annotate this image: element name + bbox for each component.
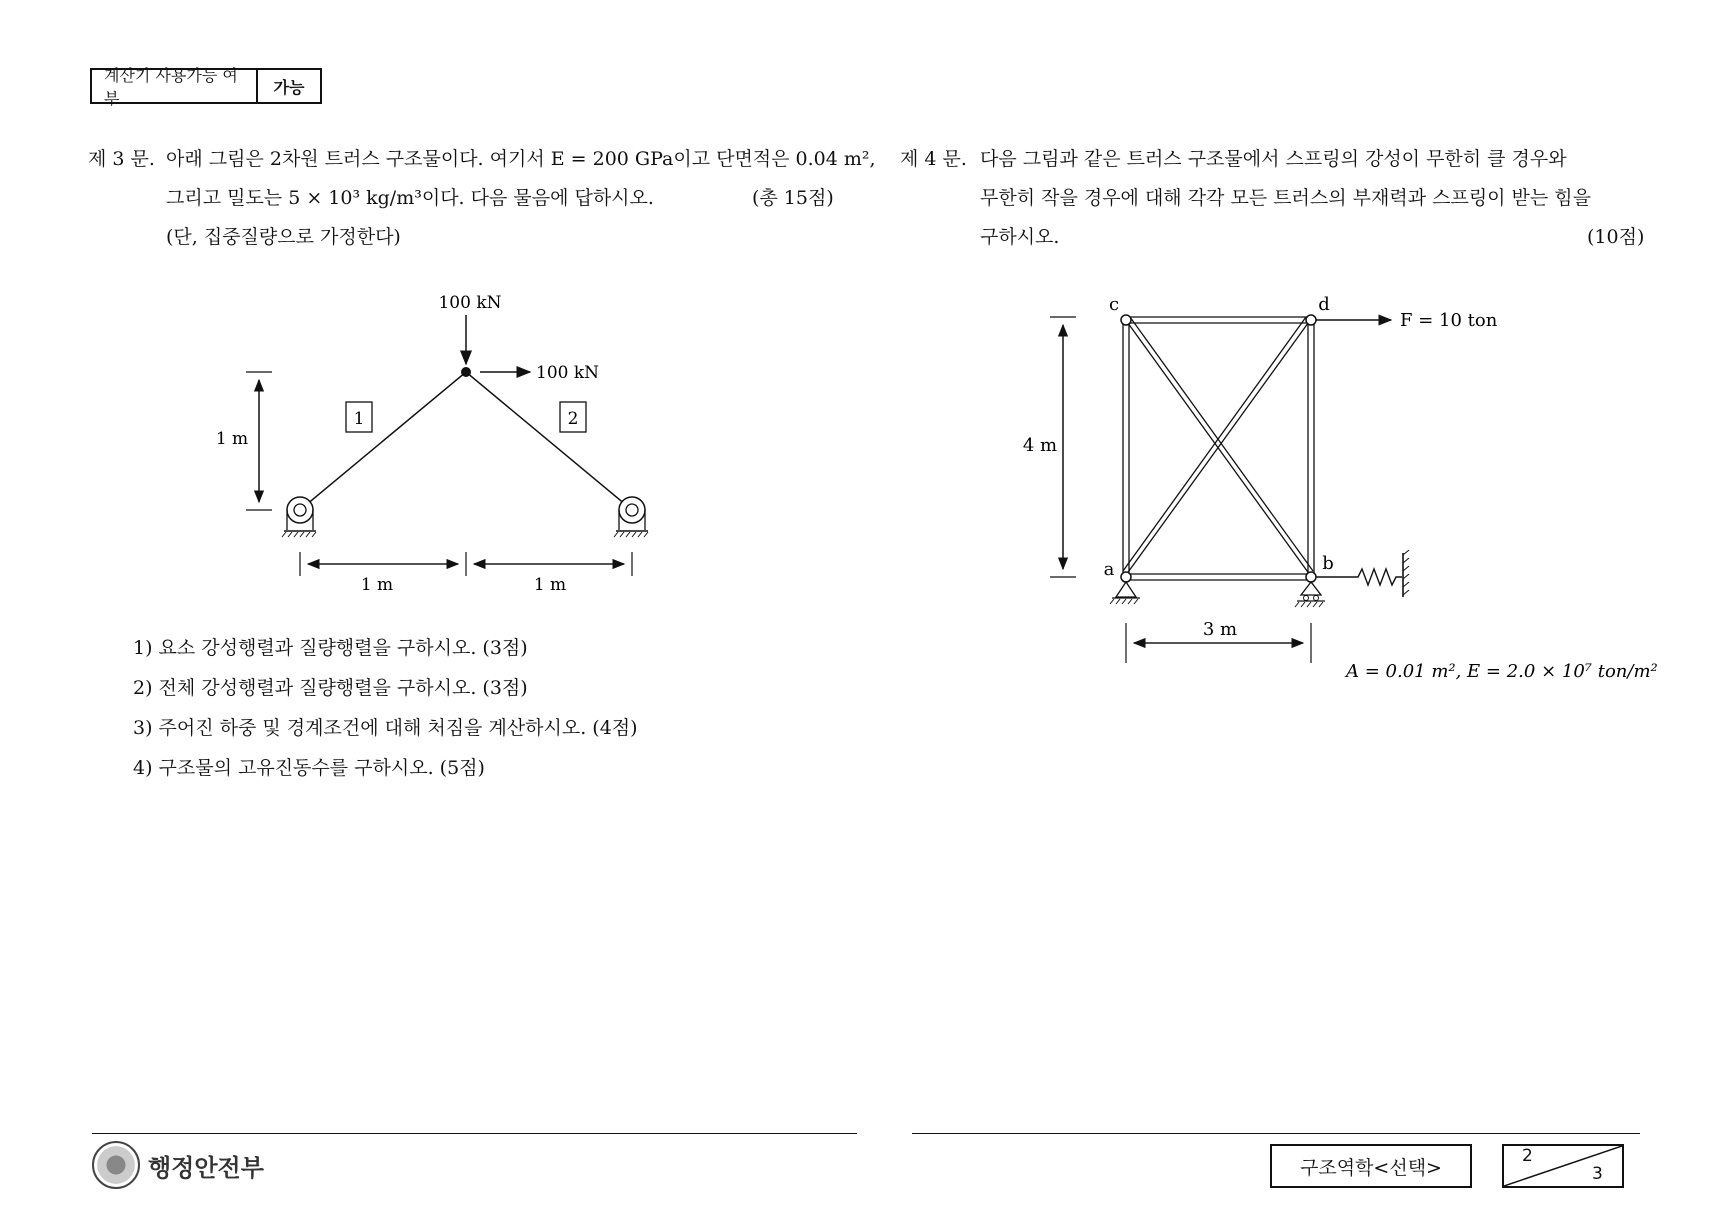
member-2-label: 2 [567, 409, 579, 429]
pin-support-a [1110, 582, 1140, 604]
span-right-label: 1 m [533, 575, 567, 595]
question-3-truss-figure [200, 280, 680, 610]
vertical-load-label: 100 kN [438, 293, 502, 313]
height-dim-label: 1 m [215, 429, 249, 449]
member-2-line [466, 372, 632, 510]
footer-divider-right [912, 1133, 1640, 1134]
right-pin-support [614, 497, 648, 537]
width-dim-label: 3 m [1202, 619, 1238, 640]
node-b [1306, 572, 1316, 582]
truss-members [1123, 317, 1314, 580]
question-3-sub-3: 3) 주어진 하중 및 경계조건에 대해 처짐을 계산하시오. (4점) [133, 717, 638, 739]
question-4-number: 제 4 문. [900, 148, 967, 170]
node-a-label: a [1103, 559, 1115, 580]
page-total: 3 [1592, 1164, 1603, 1184]
node-c-label: c [1108, 294, 1120, 315]
page-number-box [1502, 1144, 1624, 1188]
node-c [1121, 315, 1131, 325]
question-3-line2: 그리고 밀도는 5 × 10³ kg/m³이다. 다음 물음에 답하시오. [166, 187, 654, 209]
footer-divider-left [92, 1133, 857, 1134]
question-4-line3: 구하시오. [980, 226, 1060, 248]
height-dim-label: 4 m [1022, 435, 1058, 456]
question-3-sub-2: 2) 전체 강성행렬과 질량행렬을 구하시오. (3점) [133, 677, 528, 699]
member-1-label: 1 [353, 409, 365, 429]
top-node [461, 367, 471, 377]
material-properties: A = 0.01 m², E = 2.0 × 10⁷ ton/m² [1346, 661, 1658, 682]
question-4-truss-figure [1010, 285, 1660, 695]
calculator-value: 가능 [273, 77, 305, 97]
question-3-sub-1: 1) 요소 강성행렬과 질량행렬을 구하시오. (3점) [133, 637, 528, 659]
page-current: 2 [1522, 1146, 1533, 1166]
node-d [1306, 315, 1316, 325]
question-4-line1: 다음 그림과 같은 트러스 구조물에서 스프링의 강성이 무한히 클 경우와 [980, 148, 1567, 170]
subject-box: 구조역학<선택> [1270, 1144, 1472, 1188]
member-1-line [300, 372, 466, 510]
node-b-label: b [1322, 553, 1334, 574]
horizontal-load-label: 100 kN [536, 363, 600, 383]
ministry-name: 행정안전부 [148, 1153, 264, 1182]
question-3-sub-4: 4) 구조물의 고유진동수를 구하시오. (5점) [133, 757, 485, 779]
ministry-seal-icon [92, 1141, 140, 1189]
question-3-number: 제 3 문. [88, 148, 155, 170]
calculator-label: 계산기 사용가능 여부 [92, 70, 258, 102]
node-d-label: d [1318, 294, 1330, 315]
ministry-logo [92, 1141, 264, 1189]
node-a [1121, 572, 1131, 582]
calculator-permission-box [90, 66, 322, 108]
force-label: F = 10 ton [1400, 310, 1498, 331]
question-4-points: (10점) [1587, 226, 1645, 248]
left-pin-support [282, 497, 316, 537]
span-left-label: 1 m [360, 575, 394, 595]
question-4-line2: 무한히 작을 경우에 대해 각각 모든 트러스의 부재력과 스프링이 받는 힘을 [980, 187, 1592, 209]
question-3-line3: (단, 집중질량으로 가정한다) [166, 226, 401, 248]
roller-support-b [1295, 582, 1325, 607]
question-3-points: (총 15점) [752, 187, 834, 209]
question-3-line1: 아래 그림은 2차원 트러스 구조물이다. 여기서 E = 200 GPa이고 단면적은 0.04 m², [166, 148, 876, 170]
